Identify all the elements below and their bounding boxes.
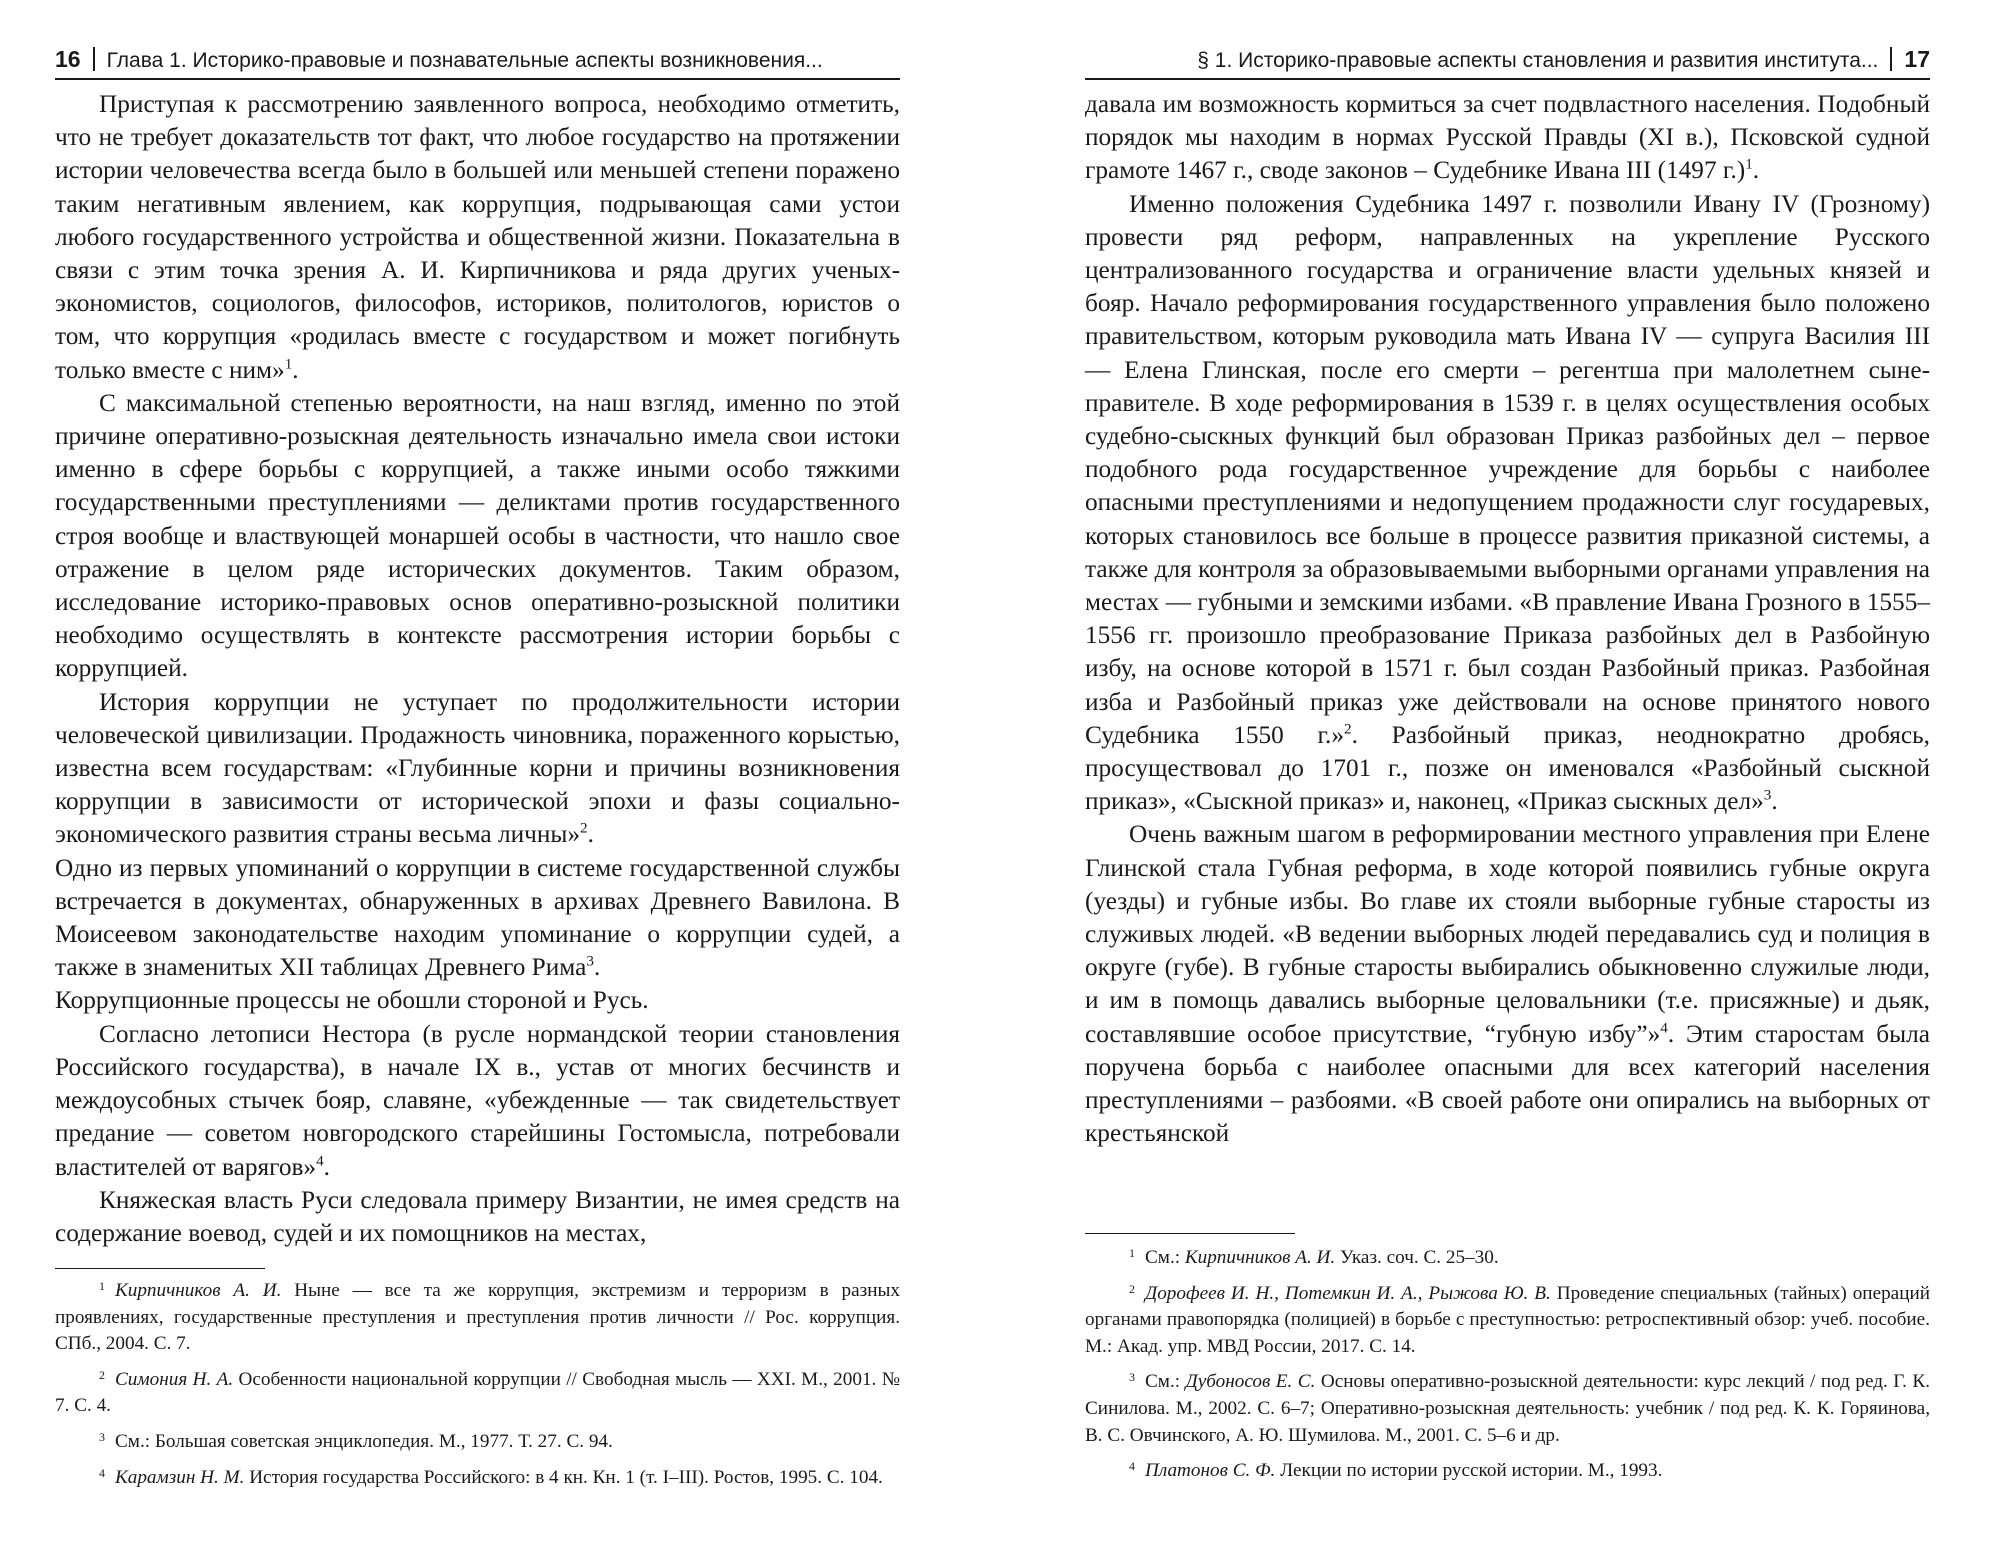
note-ref: 4 bbox=[316, 1152, 324, 1170]
footnote: $^1$ См.: Кирпичников А. И. Указ. соч. С. 25–30. bbox=[1129, 1246, 1499, 1268]
footnote: $^1$ Кирпичников А. И. Ныне — все та же коррупция, экстремизм и терроризм в разных проявлениях, государственные преступления и преступления против личности // Рос. коррупция. СПб., 2004. С. 7. bbox=[55, 1279, 900, 1355]
page-number-left: 16 bbox=[55, 46, 81, 72]
left-body-text bbox=[55, 88, 900, 1250]
right-body-text bbox=[1085, 88, 1930, 1151]
footnote: $^3$ См.: Большая советская энциклопедия. М., 1977. Т. 27. С. 94. bbox=[99, 1429, 613, 1452]
footnote-rule bbox=[55, 1268, 265, 1269]
footnote-rule bbox=[1085, 1233, 1295, 1234]
footnote: $^4$ Платонов С. Ф. Лекции по истории русской истории. М., 1993. bbox=[1129, 1459, 1663, 1482]
note-ref: 1 bbox=[1745, 155, 1753, 173]
note-ref: 1 bbox=[284, 355, 293, 373]
left-page bbox=[55, 0, 900, 1563]
note-ref: 2 bbox=[1344, 720, 1352, 738]
note-ref: 2 bbox=[580, 820, 588, 838]
footnote: $^3$ См.: Дубоносов Е. С. Основы оперативно-розыскной деятельности: курс лекций / под ред. Г. К. Синилова. М., 2002. С. 6–7; Оперативно-розыскная деятельность: учебник / под ред. К. К. Горяинова, В. С. Овчинского, А. Ю. Шумилова. М., 2001. С. 5–6 и др. bbox=[1085, 1370, 1931, 1446]
paragraph: Княжеская власть Руси следовала примеру Византии, не имея средств на содержание воевод, судей и их помощников на местах, bbox=[55, 1185, 900, 1247]
paragraph: Одно из первых упоминаний о коррупции в системе государственной службы встречается в документах, обнаруженных в архивах Древнего Вавилона. В Моисеевом законодательстве находим упоминание о коррупции судей, а также в знаменитых XII таблицах Древнего Рима$^3$. bbox=[55, 853, 900, 982]
head-separator bbox=[1890, 47, 1892, 71]
note-ref: 3 bbox=[1763, 786, 1772, 804]
right-page bbox=[1085, 0, 1930, 1563]
paragraph: Именно положения Судебника 1497 г. позволили Ивану IV (Грозному) провести ряд реформ, направленных на укрепление Русского централизованного государства и ограничение власти удельных князей и бояр. Начало реформирования государственного управления было положено правительством, которым руководила мать Ивана IV — супруга Василия III — Елена Глинская, после его смерти – регентша при малолетнем сыне-правителе. В ходе реформирования в 1539 г. в целях осуществления особых судебно-сыскных функций был образован Приказ разбойных дел – первое подобного рода государственное учреждение для борьбы с наиболее опасными преступлениями и недопущением продажности слуг государевых, которых становилось все больше в процессе развития приказной системы, а также для контроля за образовываемыми выборными органами управления на местах — губными и земскими избами. «В правление Ивана Грозного в 1555–1556 гг. произошло преобразование Приказа разбойных дел в Разбойную избу, на основе которой в 1571 г. был создан Разбойный приказ. Разбойная изба и Разбойный приказ уже действовали на основе принятого нового Судебника 1550 г.»$^2$. Разбойный приказ, неоднократно дробясь, просуществовал до 1701 г., позже он именовался «Разбойный сыскной приказ», «Сыскной приказ» и, наконец, «Приказ сыскных дел»$^3$. bbox=[1085, 189, 1930, 816]
running-head-right bbox=[1085, 44, 1930, 80]
footnote: $^2$ Симония Н. А. Особенности национальной коррупции // Свободная мысль — XXI. М., 2001. № 7. С. 4. bbox=[55, 1367, 900, 1417]
paragraph: История коррупции не уступает по продолжительности истории человеческой цивилизации. Продажность чиновника, пораженного корыстью, известна всем государствам: «Глубинные корни и причины возникновения коррупции в зависимости от исторической эпохи и фазы социально-экономического развития страны весьма личны»$^2$. bbox=[55, 687, 900, 849]
note-ref: 4 bbox=[1660, 1019, 1668, 1037]
running-head-left bbox=[55, 44, 900, 80]
paragraph: С максимальной степенью вероятности, на наш взгляд, именно по этой причине оперативно-розыскная деятельность изначально имела свои истоки именно в сфере борьбы с коррупцией, а также иными особо тяжкими государственными преступлениями — деликтами против государственного строя вообще и властвующей монаршей особы в частности, что нашло свое отражение в целом ряде исторических документов. Таким образом, исследование историко-правовых основ оперативно-розыскной политики необходимо осуществлять в контексте рассмотрения истории борьбы с коррупцией. bbox=[55, 388, 900, 683]
left-footnotes bbox=[55, 1273, 900, 1495]
chapter-title: Глава 1. Историко-правовые и познавательные аспекты возникновения... bbox=[106, 49, 823, 72]
right-footnotes bbox=[1085, 1240, 1930, 1489]
page-number-right: 17 bbox=[1904, 46, 1930, 72]
footnote: $^2$ Дорофеев И. Н., Потемкин И. А., Рыжова Ю. В. Проведение специальных (тайных) операций органами правопорядка (полицией) в борьбе с преступностью: ретроспективный обзор: учеб. пособие. М.: Акад. упр. МВД России, 2017. С. 14. bbox=[1085, 1281, 1930, 1357]
note-ref: 3 bbox=[586, 952, 594, 970]
paragraph: Приступая к рассмотрению заявленного вопроса, необходимо отметить, что не требует доказательств тот факт, что любое государство на протяжении истории человечества всегда было в большей или меньшей степени поражено таким негативным явлением, как коррупция, подрывающая сами устои любого государственного устройства и общественной жизни. Показательна в связи с этим точка зрения А. И. Кирпичникова и ряда других ученых-экономистов, социологов, философов, историков, политологов, юристов о том, что коррупция «родилась вместе с государством и может погибнуть только вместе с ним»$^1$. bbox=[55, 90, 900, 384]
paragraph: Согласно летописи Нестора (в русле нормандской теории становления Российского государства), в начале IX в., устав от многих бесчинств и междоусобных стычек бояр, славяне, «убежденные — так свидетельствует предание — советом новгородского старейшины Гостомысла, потребовали властителей от варягов»$^4$. bbox=[55, 1019, 900, 1181]
footnote: $^4$ Карамзин Н. М. История государства Российского: в 4 кн. Кн. 1 (т. I–III). Ростов, 1995. С. 104. bbox=[99, 1465, 883, 1488]
head-separator bbox=[93, 47, 95, 71]
paragraph: Очень важным шагом в реформировании местного управления при Елене Глинской стала Губная реформа, в ходе которой появились губные округа (уезды) и губные избы. Во главе их стояли выборные губные старосты из служивых людей. «В ведении выборных людей передавались суд и полиция в округе (губе). В губные старосты выбирались обыкновенно служилые люди, и им в помощь давались выборные целовальники (т.е. присяжные) и дьяк, составлявшие особое присутствие, “губную избу”»$^4$. Этим старостам была поручена борьба с наиболее опасными для всех категорий населения преступлениями – разбоями. «В своей работе они опирались на выборных от крестьянской bbox=[1085, 820, 1930, 1148]
paragraph: Коррупционные процессы не обошли стороной и Русь. bbox=[55, 986, 649, 1015]
section-title: § 1. Историко-правовые аспекты становления и развития института... bbox=[1197, 49, 1879, 72]
paragraph: давала им возможность кормиться за счет подвластного населения. Подобный порядок мы находим в нормах Русской Правды (XI в.), Псковской судной грамоте 1467 г., своде законов – Судебнике Ивана III (1497 г.)$^1$. bbox=[1085, 90, 1930, 185]
